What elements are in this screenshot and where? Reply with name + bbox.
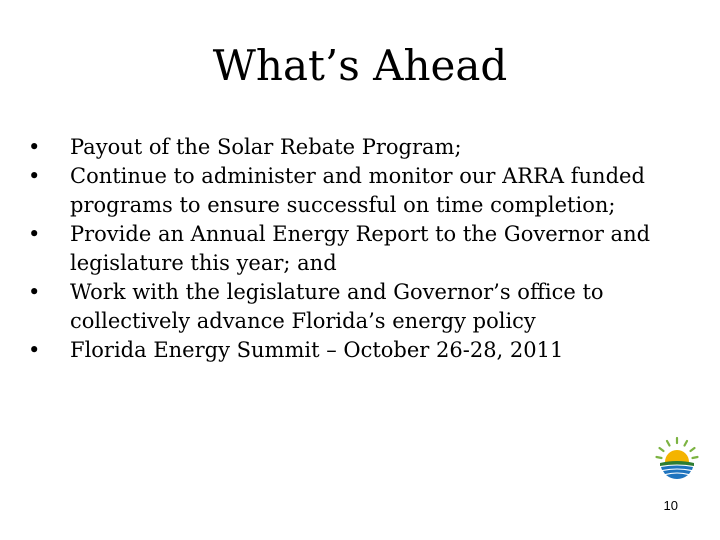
page-number: 10 [663, 498, 678, 513]
sun [665, 450, 689, 462]
sun-ray [667, 441, 670, 446]
bullet-text: Payout of the Solar Rebate Program; [70, 135, 462, 159]
bullet-icon: • [28, 338, 41, 362]
bullet-icon: • [28, 164, 41, 188]
sun-ray [660, 448, 664, 451]
sun-ray [691, 448, 695, 451]
bullet-text: Provide an Annual Energy Report to the Governor and legislature this year; and [70, 222, 651, 275]
water-wave [666, 474, 688, 480]
bullet-text: Florida Energy Summit – October 26-28, 2011 [70, 338, 564, 362]
bullet-item [22, 220, 682, 278]
bullet-icon: • [28, 280, 41, 304]
bullet-text: Work with the legislature and Governor’s office to collectively advance Florida’s energy policy [70, 280, 604, 333]
sun-ray [685, 441, 688, 446]
bullet-item [22, 133, 682, 162]
water-wave [661, 466, 693, 471]
sun-ray [693, 457, 698, 458]
bullet-item [22, 162, 682, 220]
bullet-list [22, 133, 682, 365]
bullet-icon: • [28, 222, 41, 246]
water-wave [663, 470, 691, 475]
sun-over-water-logo-icon [654, 436, 700, 482]
bullet-icon: • [28, 135, 41, 159]
slide-title: What’s Ahead [212, 41, 508, 90]
sun-ray [657, 457, 662, 458]
bullet-item [22, 278, 682, 336]
bullet-item [22, 336, 682, 365]
bullet-text: Continue to administer and monitor our ARRA funded programs to ensure successful on time completion; [70, 164, 645, 217]
